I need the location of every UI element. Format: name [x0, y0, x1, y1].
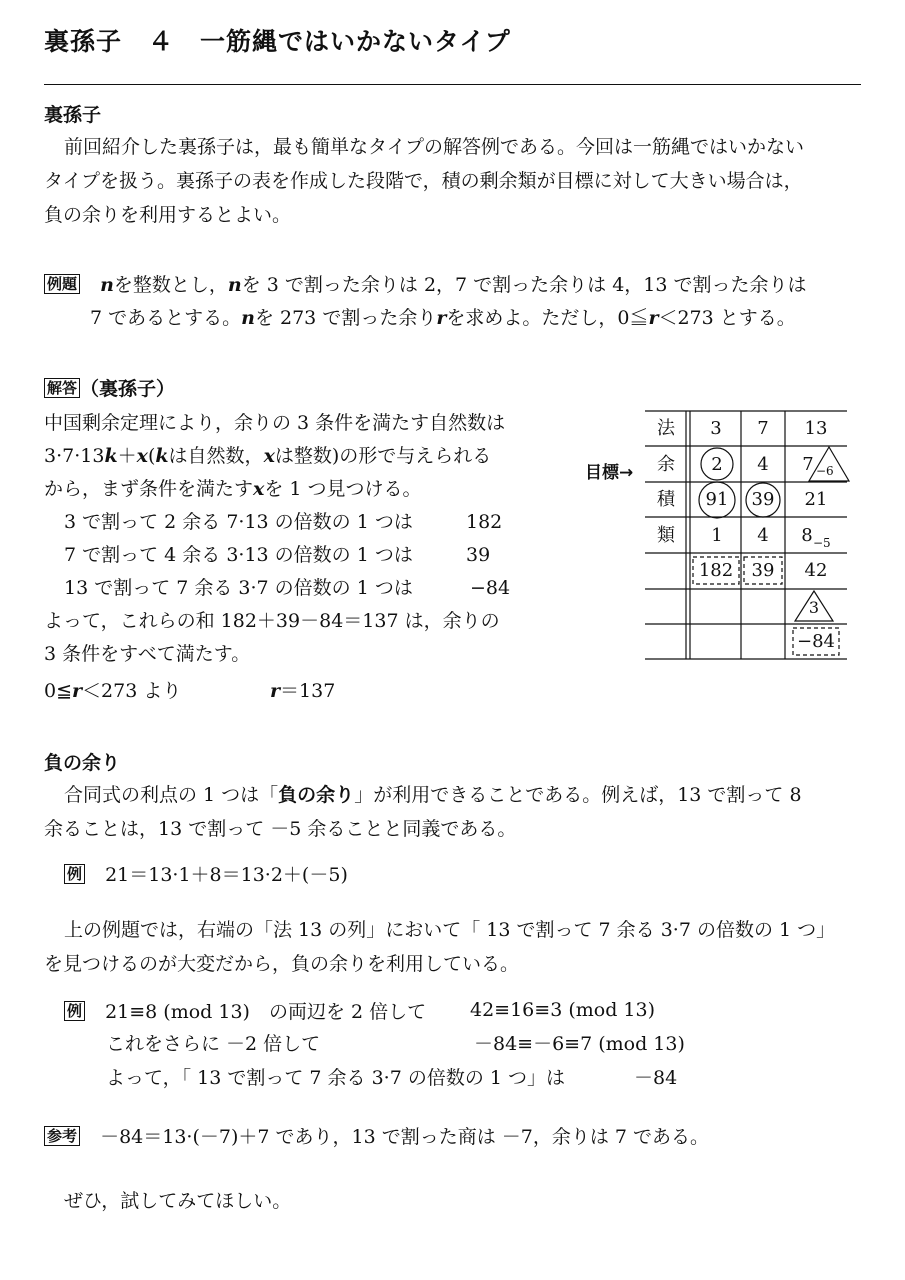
- row-label-prod: 積: [657, 489, 675, 510]
- multiple-cell: 39: [751, 560, 775, 581]
- example-tag: 例題: [44, 274, 80, 294]
- class-cell: 8: [801, 525, 813, 546]
- solution-text: は整数)の形で与えられる: [274, 445, 492, 467]
- page-title: 裏孫子 ４ 一筋縄ではいかないタイプ: [44, 27, 511, 56]
- example-2-line-1: [64, 1001, 426, 1022]
- var-x: x: [263, 445, 275, 467]
- example-2-line-3: よって，「 13 で割って 7 余る 3·7 の倍数の 1 つ」は: [106, 1067, 566, 1089]
- example-text: を求めよ。ただし，0≦: [446, 307, 649, 329]
- reference-line: [44, 1126, 709, 1147]
- solution-line-7: よって，これらの和 182＋39－84＝137 は，余りの: [44, 610, 500, 632]
- intro-line-2: タイプを扱う。裏孫子の表を作成した段階で，積の剰余類が目標に対して大きい場合は，: [44, 170, 803, 192]
- solution-text: は自然数，: [168, 445, 264, 467]
- multiple-cell: 182: [698, 560, 734, 581]
- example-2-line-2: これをさらに －2 倍して: [106, 1033, 321, 1055]
- mod-cell: 13: [804, 418, 828, 439]
- row-label-rem: 余: [657, 454, 675, 475]
- example-1: [64, 864, 348, 885]
- rem-cell: 4: [757, 454, 769, 475]
- example-2-result-3: －84: [634, 1067, 678, 1089]
- triangle-value: 3: [808, 598, 820, 617]
- mod-cell: 7: [757, 418, 769, 439]
- example-text: を整数とし，: [113, 274, 228, 296]
- var-r: r: [72, 680, 83, 702]
- var-x: x: [136, 445, 148, 467]
- solution-method: （裏孫子）: [80, 378, 176, 400]
- neg-para-text: 合同式の利点の 1 つは「: [64, 784, 279, 806]
- goal-label: 目標→: [585, 463, 634, 483]
- var-r: r: [436, 307, 447, 329]
- solution-row-3-value: −84: [470, 577, 511, 599]
- negative-remainder-cell: −84: [797, 631, 835, 652]
- solution-tag: 解答: [44, 378, 80, 398]
- rem-cell: 2: [711, 454, 723, 475]
- solution-row-3-text: 13 で割って 7 余る 3·7 の倍数の 1 つは: [64, 577, 413, 599]
- var-k: k: [104, 445, 118, 467]
- example-1-tag: 例: [64, 864, 85, 884]
- solution-text: から，まず条件を満たす: [44, 478, 254, 500]
- intro-line-1: 前回紹介した裏孫子は，最も簡単なタイプの解答例である。今回は一筋縄ではいかない: [64, 136, 805, 158]
- neg-para-text: 」が利用できることである。例えば，13 で割って 8: [354, 784, 802, 806]
- solution-text: 3·7·13: [44, 445, 105, 467]
- example-text: を 3 で割った余りは 2，7 で割った余りは 4，13 で割った余りは: [241, 274, 807, 296]
- var-x: x: [253, 478, 265, 500]
- section-heading-negative-remainder: 負の余り: [44, 752, 121, 774]
- solution-row-1-text: 3 で割って 2 余る 7·13 の倍数の 1 つは: [64, 511, 413, 533]
- multiple-cell: 42: [804, 560, 828, 581]
- rem-cell: 7: [802, 454, 814, 475]
- prod-cell: 21: [804, 489, 828, 510]
- solution-line-1: 中国剰余定理により，余りの 3 条件を満たす自然数は: [44, 412, 506, 434]
- solution-line-3: [44, 480, 422, 499]
- solution-heading: [44, 378, 175, 399]
- example-2-result-1: 42≡16≡3 (mod 13): [470, 999, 655, 1021]
- example-text: 7 であるとする。: [90, 307, 242, 329]
- example-1-text: 21＝13·1＋8＝13·2＋(－5): [105, 864, 348, 886]
- solution-text: ＋: [117, 445, 137, 467]
- closing-line: ぜひ，試してみてほしい。: [64, 1190, 292, 1212]
- var-n: n: [241, 307, 255, 329]
- solution-line-8: 3 条件をすべて満たす。: [44, 643, 251, 665]
- example-line-2: [90, 309, 796, 328]
- solution-text: を 1 つ見つける。: [264, 478, 422, 500]
- solution-conclusion: [44, 682, 181, 701]
- mod-cell: 3: [710, 418, 722, 439]
- rem-subscript: −6: [816, 464, 834, 478]
- row-label-class: 類: [657, 525, 675, 546]
- var-k: k: [155, 445, 169, 467]
- prod-cell: 39: [751, 489, 775, 510]
- example-2-result-2: －84≡－6≡7 (mod 13): [474, 1033, 685, 1055]
- class-subscript: −5: [813, 536, 831, 550]
- solution-text: ＝137: [280, 680, 336, 702]
- urasonshi-table: [585, 407, 875, 667]
- solution-row-2-value: 39: [466, 544, 491, 566]
- row-label-mod: 法: [657, 418, 675, 439]
- solution-text: 0≦: [44, 680, 73, 702]
- explain-line-2: を見つけるのが大変だから，負の余りを利用している。: [44, 953, 520, 975]
- example-text: を 273 で割った余り: [254, 307, 437, 329]
- solution-row-1-value: 182: [466, 511, 503, 533]
- section-heading-urasonshi: 裏孫子: [44, 104, 102, 126]
- title-rule: [44, 84, 861, 85]
- var-n: n: [100, 274, 114, 296]
- example-text: ＜273 とする。: [658, 307, 796, 329]
- neg-para-bold: 負の余り: [278, 784, 355, 806]
- class-cell: 4: [757, 525, 769, 546]
- intro-line-3: 負の余りを利用するとよい。: [44, 204, 292, 226]
- var-n: n: [227, 274, 242, 296]
- example-2-text: 21≡8 (mod 13) の両辺を 2 倍して: [105, 1001, 427, 1023]
- reference-tag: 参考: [44, 1126, 80, 1146]
- neg-para-line-1: [64, 786, 802, 805]
- solution-text: ＜273 より: [82, 680, 182, 702]
- explain-line-1: 上の例題では，右端の「法 13 の列」において「 13 で割って 7 余る 3·7 の倍数の 1 つ」: [64, 919, 836, 941]
- reference-text: －84＝13·(－7)＋7 であり，13 で割った商は －7，余りは 7 である。: [100, 1126, 710, 1148]
- var-r: r: [270, 680, 281, 702]
- var-r: r: [648, 307, 659, 329]
- neg-para-line-2: 余ることは，13 で割って －5 余ることと同義である。: [44, 818, 517, 840]
- solution-line-2: [44, 447, 491, 466]
- solution-row-2-text: 7 で割って 4 余る 3·13 の倍数の 1 つは: [64, 544, 413, 566]
- example-2-tag: 例: [64, 1001, 85, 1021]
- prod-cell: 91: [705, 489, 729, 510]
- class-cell: 1: [711, 525, 723, 546]
- solution-answer: [270, 682, 335, 701]
- example-line-1: [44, 274, 807, 295]
- solution-text: (: [147, 445, 156, 467]
